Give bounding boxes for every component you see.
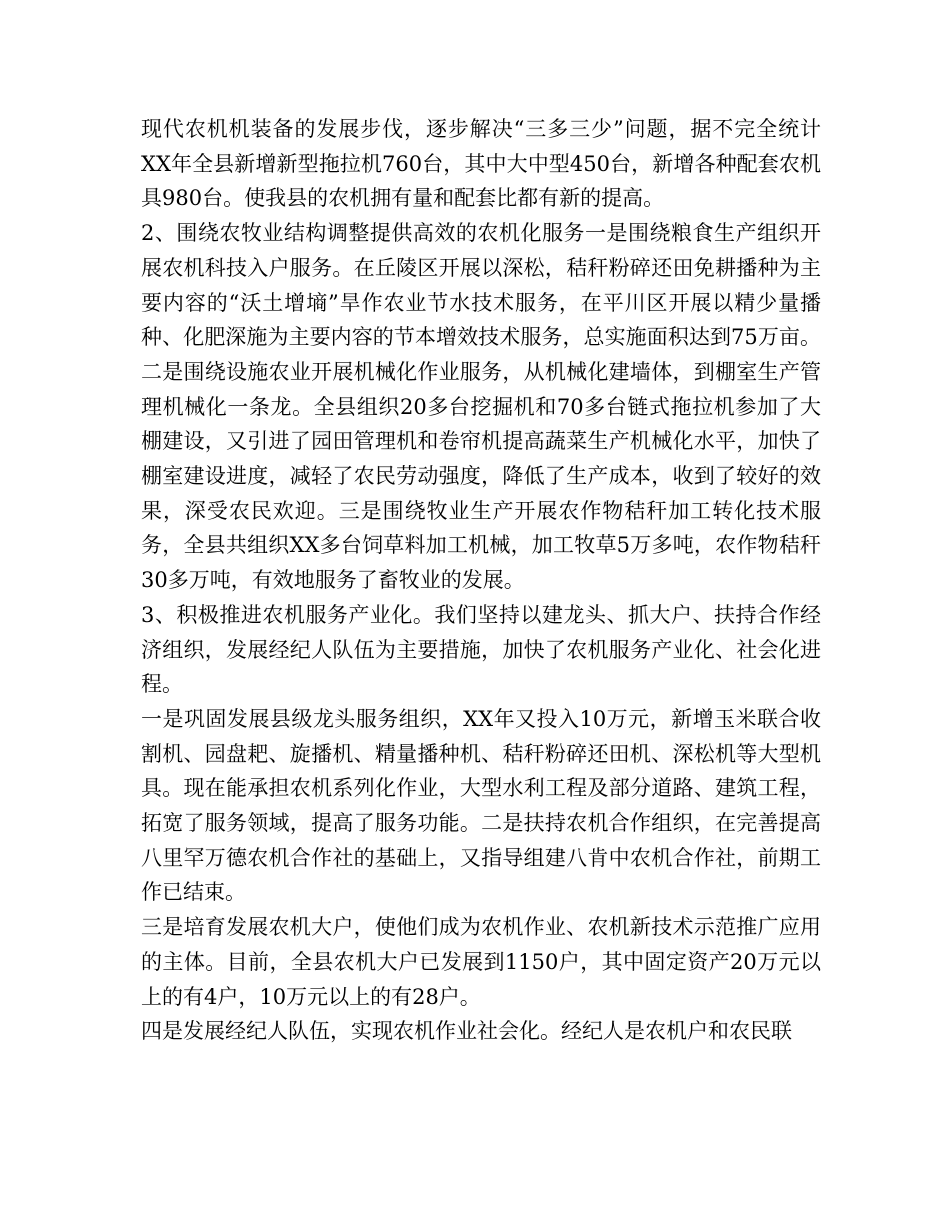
paragraph-2: 2、围绕农牧业结构调整提供高效的农机化服务一是围绕粮食生产组织开展农机科技入户服务。在丘陵区开展以深松，秸秆粉碎还田免耕播种为主要内容的“沃土增墒”旱作农业节水技术服务，在平川区开展以精少量播种、化肥深施为主要内容的节本增效技术服务，总实施面积达到75万亩。二是围绕设施农业开展机械化作业服务，从机械化建墙体，到棚室生产管理机械化一条龙。全县组织20多台挖掘机和70多台链式拖拉机参加了大棚建设，又引进了园田管理机和卷帘机提高蔬菜生产机械化水平，加快了棚室建设进度，减轻了农民劳动强度，降低了生产成本，收到了较好的效果，深受农民欢迎。三是围绕牧业生产开展农作物秸秆加工转化技术服务，全县共组织XX多台饲草料加工机械，加工牧草5万多吨，农作物秸秆30多万吨，有效地服务了畜牧业的发展。 — [141, 221, 821, 593]
paragraph-6: 四是发展经纪人队伍，实现农机作业社会化。经纪人是农机户和农民联 — [141, 1019, 792, 1044]
paragraph-3: 3、积极推进农机服务产业化。我们坚持以建龙头、抓大户、扶持合作经济组织，发展经纪人队伍为主要措施，加快了农机服务产业化、社会化进程。 — [141, 602, 821, 697]
paragraph-4: 一是巩固发展县级龙头服务组织，XX年又投入10万元，新增玉米联合收割机、园盘耙、旋播机、精量播种机、秸秆粉碎还田机、深松机等大型机具。现在能承担农机系列化作业，大型水利工程及部分道路、建筑工程，拓宽了服务领域，提高了服务功能。二是扶持农机合作组织，在完善提高八里罕万德农机合作社的基础上，又指导组建八肯中农机合作社，前期工作已结束。 — [141, 706, 821, 905]
document-body — [141, 112, 821, 1049]
paragraph-1: 现代农机机装备的发展步伐，逐步解决“三多三少”问题，据不完全统计XX年全县新增新型拖拉机760台，其中大中型450台，新增各种配套农机具980台。使我县的农机拥有量和配套比都有新的提高。 — [141, 117, 821, 211]
paragraph-5: 三是培育发展农机大户，使他们成为农机作业、农机新技术示范推广应用的主体。目前，全县农机大户已发展到1150户，其中固定资产20万元以上的有4户，10万元以上的有28户。 — [141, 915, 821, 1009]
